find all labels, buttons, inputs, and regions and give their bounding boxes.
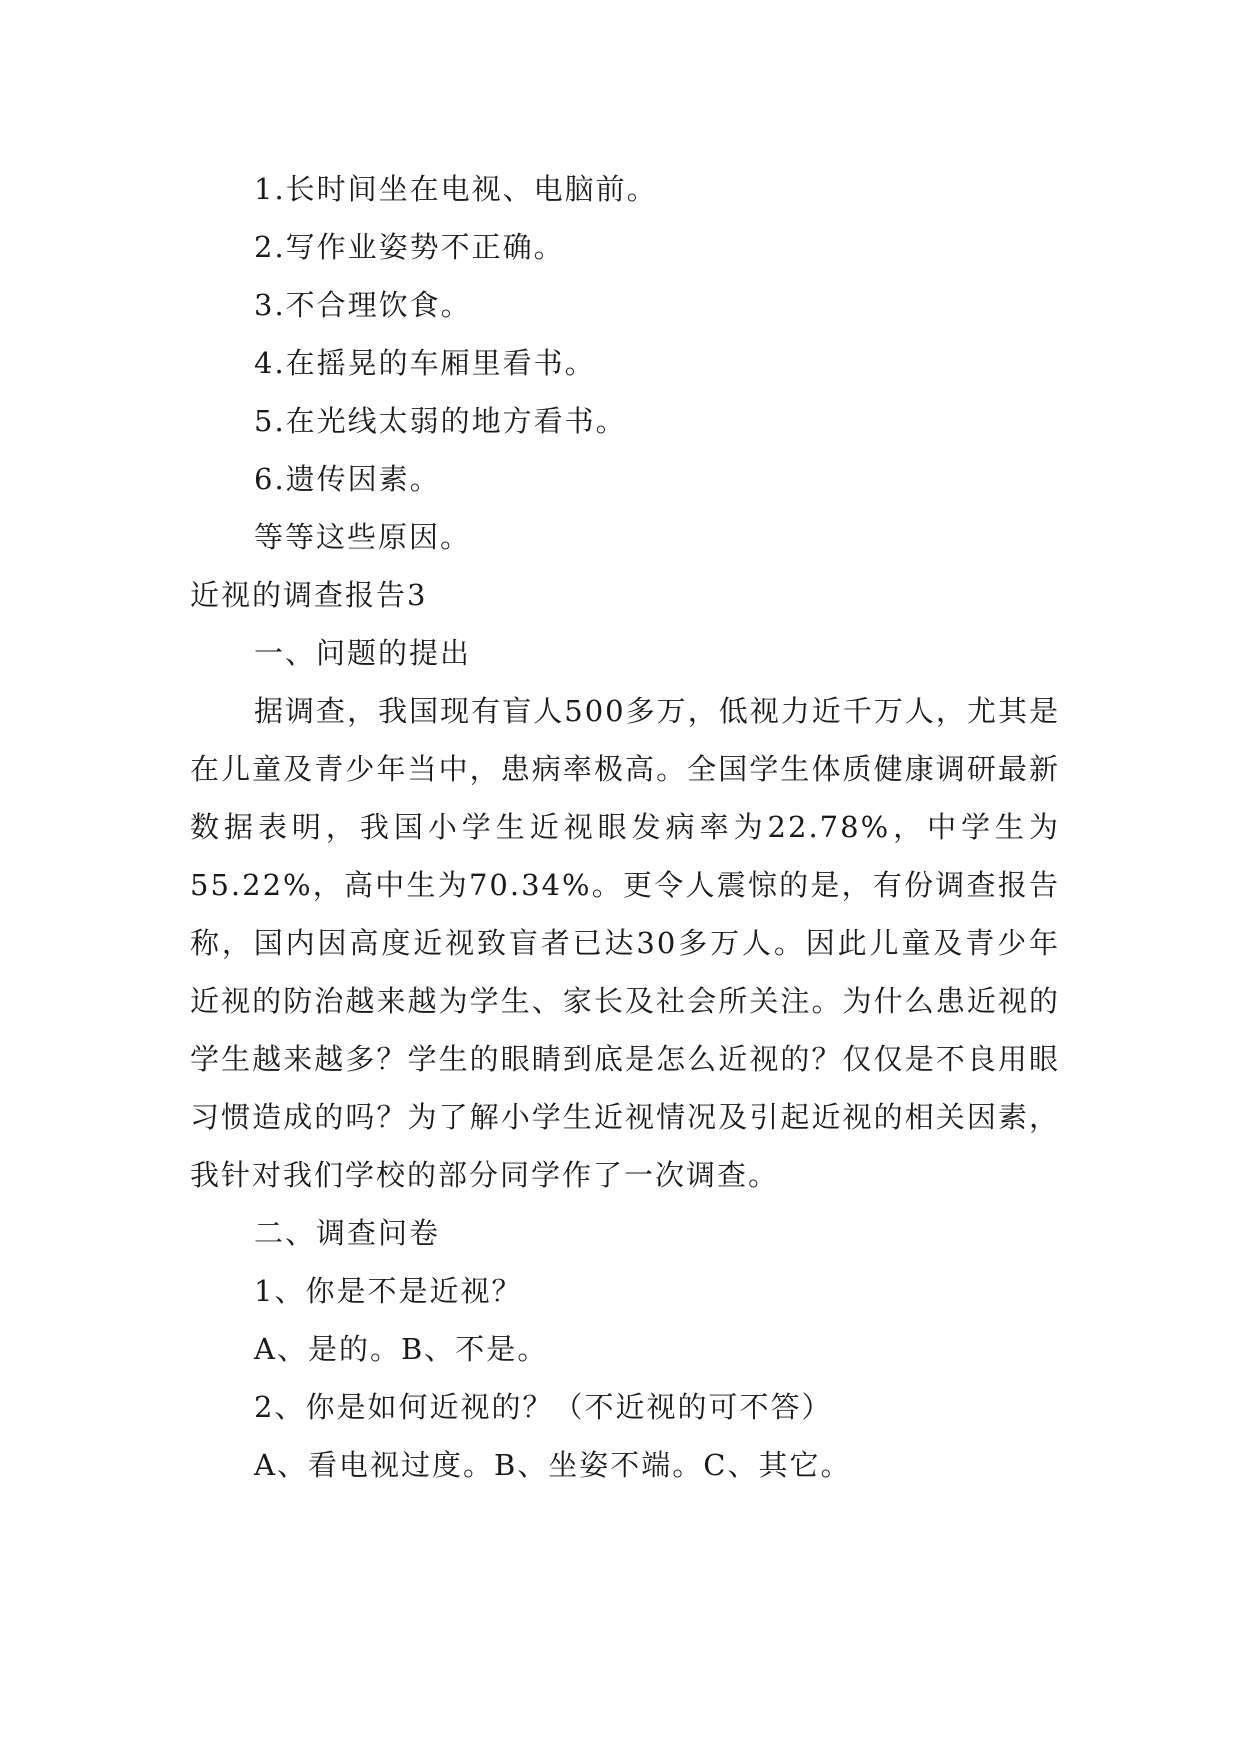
causes-summary: 等等这些原因。: [254, 520, 472, 554]
section-2-title: 二、调查问卷: [254, 1216, 441, 1250]
section-1-title: 一、问题的提出: [254, 636, 472, 670]
question-2-options: A、看电视过度。B、坐姿不端。C、其它。: [254, 1448, 852, 1482]
cause-item-1: 1.长时间坐在电视、电脑前。: [254, 172, 658, 206]
report-title: 近视的调查报告3: [190, 578, 428, 612]
cause-item-6: 6.遗传因素。: [254, 462, 441, 496]
document-content: [190, 160, 1060, 1494]
section-1-body: 据调查，我国现有盲人500多万，低视力近千万人，尤其是在儿童及青少年当中，患病率极高。全国学生体质健康调研最新数据表明，我国小学生近视眼发病率为22.78%，中学生为55.22%，高中生为70.34%。更令人震惊的是，有份调查报告称，国内因高度近视致盲者已达30多万人。因此儿童及青少年近视的防治越来越为学生、家长及社会所关注。为什么患近视的学生越来越多？学生的眼睛到底是怎么近视的？仅仅是不良用眼习惯造成的吗？为了解小学生近视情况及引起近视的相关因素，我针对我们学校的部分同学作了一次调查。: [190, 694, 1060, 1192]
question-2: 2、你是如何近视的？（不近视的可不答）: [254, 1390, 833, 1424]
cause-item-3: 3.不合理饮食。: [254, 288, 472, 322]
cause-item-5: 5.在光线太弱的地方看书。: [254, 404, 627, 438]
question-1-options: A、是的。B、不是。: [254, 1332, 549, 1366]
cause-item-2: 2.写作业姿势不正确。: [254, 230, 565, 264]
question-1: 1、你是不是近视？: [254, 1274, 523, 1308]
cause-item-4: 4.在摇晃的车厢里看书。: [254, 346, 596, 380]
